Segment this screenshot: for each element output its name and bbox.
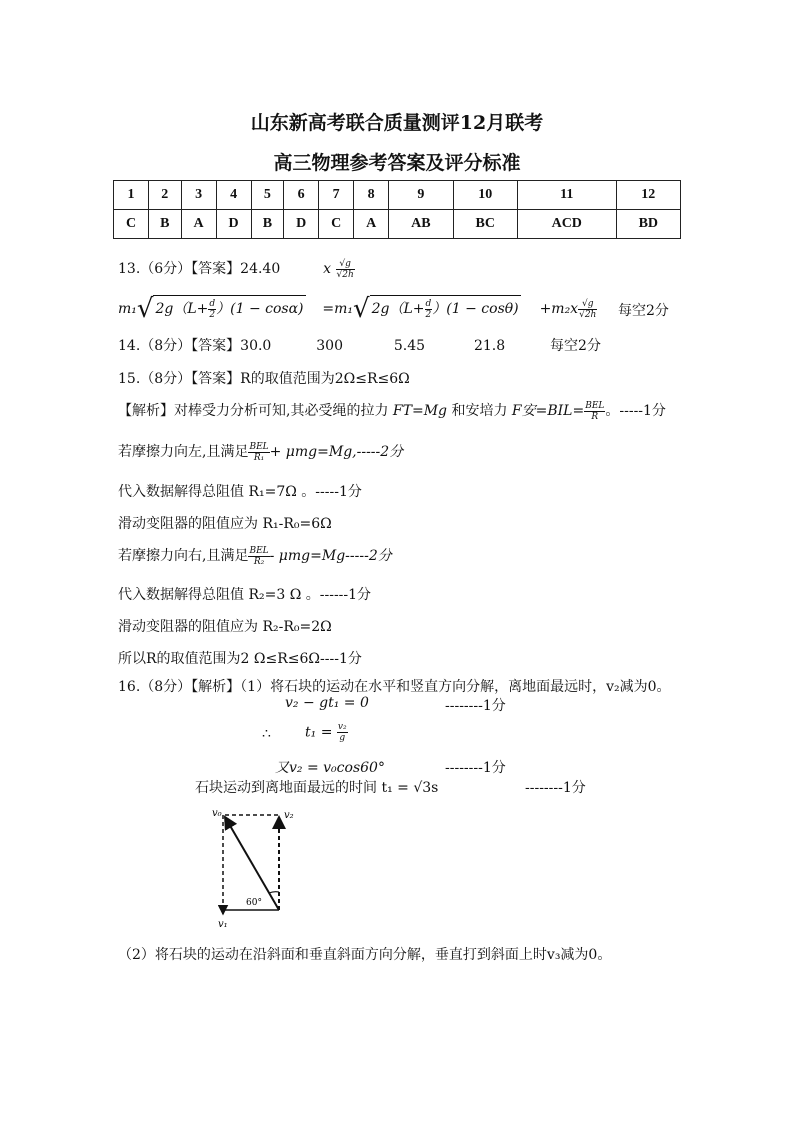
question-number: 11	[517, 181, 616, 210]
q13-expr1: 2g（L+	[155, 301, 209, 317]
q13-score: 每空2分	[618, 303, 669, 319]
q13-two2: 2	[425, 309, 432, 320]
document-title: 山东新高考联合质量测评12月联考	[250, 112, 544, 134]
answer-cell: B	[149, 210, 182, 239]
question-number: 5	[251, 181, 284, 210]
q16-therefore: ∴	[262, 726, 271, 742]
q15-ampere-force: F安=BIL=	[511, 403, 585, 419]
q16-eq3: 又v₂ = v₀cos60°	[275, 760, 385, 776]
q16-eq4: 石块运动到离地面最远的时间 t₁ = √3s	[195, 780, 439, 796]
q15-l1b: + μmg=Mg,-----2分	[269, 444, 404, 460]
answer-table	[113, 180, 681, 239]
question-number: 6	[284, 181, 319, 210]
q13-d: d	[209, 298, 216, 309]
q13-expr2-end: ）(1 − cosθ)	[432, 301, 519, 317]
answer-cell: ACD	[517, 210, 616, 239]
document-subtitle: 高三物理参考答案及评分标准	[273, 152, 521, 174]
velocity-diagram	[205, 800, 315, 935]
q15-frac-bel: BEL	[585, 400, 605, 411]
question-number: 4	[216, 181, 251, 210]
q13-m1: m₁	[118, 301, 137, 317]
q13-formula-line: m₁√ 2g（L+ $\frac{d}{2}$ ）(1 − cosα) =m₁√ 2g（L+ $\frac{d}{2}$ ）(1 − cosθ) +m₂x $\frac{√g}{√2h}$	[118, 294, 597, 324]
q15-frac-r2: R₂	[253, 556, 265, 567]
q16-eq3-score: --------1分	[445, 760, 506, 776]
answer-cell: BC	[453, 210, 517, 239]
q15-frac-bel-1: BEL	[249, 441, 269, 452]
question-number: 2	[149, 181, 182, 210]
q13-two: 2	[209, 309, 216, 320]
v1-label: v₁	[218, 919, 228, 930]
answer-table-answer-row	[114, 210, 681, 239]
q16-eq4-score: --------1分	[525, 780, 586, 796]
question-number: 7	[319, 181, 354, 210]
q14-head: 14.（8分）【答案】30.0	[118, 338, 272, 354]
q15-line-right	[118, 545, 392, 567]
q16-eq1-score: --------1分	[445, 698, 506, 714]
q13-plus-term: +m₂x	[539, 301, 579, 317]
q14-answer-line	[118, 335, 601, 355]
q15-head: 15.（8分）【答案】R的取值范围为2Ω≤R≤6Ω	[118, 371, 410, 387]
q16-eq2	[305, 722, 348, 743]
angle-label: 60°	[246, 898, 262, 908]
q15-line-3: 滑动变阻器的阻值应为 R₁-R₀=6Ω	[118, 516, 332, 532]
question-number: 8	[354, 181, 389, 210]
q13-equals: =m₁	[322, 301, 354, 317]
q13-head: 13.（6分）【答案】24.40	[118, 261, 281, 277]
q16-part2: （2）将石块的运动在沿斜面和垂直斜面方向分解，垂直打到斜面上时v₃减为0。	[118, 947, 612, 963]
q15-analysis	[118, 400, 666, 422]
q16-frac-g: g	[339, 733, 346, 743]
q13-sqrt-right	[370, 295, 521, 320]
v2-label: v₂	[284, 810, 294, 821]
q16-t1: t₁ =	[305, 724, 333, 741]
q13-sqrt-left	[153, 295, 305, 320]
v0-label: v₀	[212, 808, 222, 819]
q13-expr1-end: ）(1 − cosα)	[216, 301, 304, 317]
answer-table-number-row	[114, 181, 681, 210]
q15-analysis-a: 【解析】对棒受力分析可知,其必受绳的拉力	[118, 403, 389, 419]
answer-cell: A	[181, 210, 216, 239]
v0-arrow	[225, 817, 279, 910]
answer-cell: D	[216, 210, 251, 239]
q13-answer-line	[118, 258, 355, 280]
q15-l1a: 若摩擦力向左,且满足	[118, 444, 249, 460]
q15-l4a: 若摩擦力向右,且满足	[118, 548, 249, 564]
q16-frac-v2: v₂	[337, 722, 347, 732]
q15-l4b: - μmg=Mg-----2分	[269, 548, 392, 564]
q15-line-5: 代入数据解得总阻值 R₂=3 Ω 。------1分	[118, 587, 372, 603]
q13-frac-den2: √2h	[579, 309, 597, 320]
q13-expr2: 2g（L+	[371, 301, 425, 317]
answer-cell: B	[251, 210, 284, 239]
q16-head: 16.（8分）【解析】（1）将石块的运动在水平和竖直方向分解，离地面最远时，v₂减为0。	[118, 679, 671, 695]
q15-frac-r1: R₁	[253, 452, 265, 463]
q15-line-2: 代入数据解得总阻值 R₁=7Ω 。-----1分	[118, 484, 362, 500]
q14-value-3: 5.45	[393, 338, 426, 354]
answer-cell: C	[319, 210, 354, 239]
answer-cell: BD	[616, 210, 680, 239]
question-number: 12	[616, 181, 680, 210]
question-number: 10	[453, 181, 517, 210]
q15-analysis-b: 和安培力	[451, 403, 508, 419]
answer-cell: AB	[389, 210, 453, 239]
q15-analysis-c: 。-----1分	[605, 403, 666, 419]
q13-x: x	[323, 261, 332, 277]
q15-line-6: 滑动变阻器的阻值应为 R₂-R₀=2Ω	[118, 619, 332, 635]
q15-frac-r: R	[591, 411, 599, 422]
q14-value-4: 21.8	[473, 338, 506, 354]
q14-value-2: 300	[316, 338, 343, 354]
q13-frac-den: √2h	[336, 269, 354, 280]
answer-cell: D	[284, 210, 319, 239]
question-number: 1	[114, 181, 149, 210]
question-number: 3	[181, 181, 216, 210]
q13-fraction	[336, 259, 355, 280]
q15-tension: FT=Mg	[392, 403, 447, 419]
q16-eq1: v₂ − gt₁ = 0	[285, 695, 369, 711]
angle-arc	[269, 892, 279, 893]
q13-frac-num2: √g	[578, 299, 597, 310]
answer-cell: A	[354, 210, 389, 239]
q13-d2: d	[425, 298, 432, 309]
answer-cell: C	[114, 210, 149, 239]
question-number: 9	[389, 181, 453, 210]
q15-line-7: 所以R的取值范围为2 Ω≤R≤6Ω----1分	[118, 651, 362, 667]
q14-score: 每空2分	[550, 338, 601, 354]
q15-frac-bel-2: BEL	[249, 545, 269, 556]
q13-frac-num: √g	[336, 259, 355, 270]
q15-line-left	[118, 441, 403, 463]
